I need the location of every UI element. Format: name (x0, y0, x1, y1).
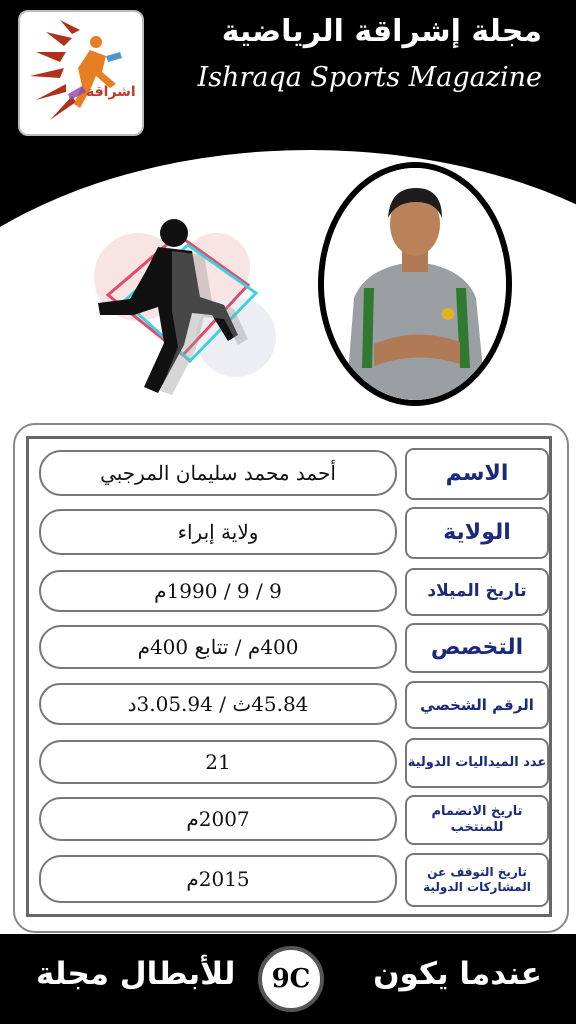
footer-bar (0, 934, 576, 1024)
row-label: الاسم (405, 448, 549, 500)
magazine-title-arabic: مجلة إشراقة الرياضية (221, 14, 542, 49)
logo-text: اشراقة (86, 84, 136, 100)
athlete-photo-frame (318, 162, 512, 406)
footer-text-left: للأبطال مجلة (36, 956, 236, 992)
row-value: ولاية إبراء (39, 509, 397, 555)
row-label: تاريخ الانضمام للمنتخب (405, 795, 549, 845)
row-value: أحمد محمد سليمان المرجبي (39, 450, 397, 496)
row-value: 21 (39, 740, 397, 784)
row-label: الرقم الشخصي (405, 681, 549, 729)
footer-badge: 9C (258, 946, 324, 1012)
athlete-avatar-icon (324, 168, 506, 400)
row-value: 9 / 9 / 1990م (39, 570, 397, 612)
magazine-logo (18, 10, 144, 136)
row-label: تاريخ التوقف عن المشاركات الدولية (405, 853, 549, 907)
row-value: 400م / تتابع 400م (39, 625, 397, 669)
athlete-photo (324, 168, 506, 400)
magazine-title-english: Ishraqa Sports Magazine (197, 62, 542, 93)
row-label: الولاية (405, 507, 549, 559)
row-value: 45.84ث / 3.05.94د (39, 683, 397, 725)
footer-text-right: عندما يكون (373, 956, 542, 992)
row-label: عدد الميداليات الدولية (405, 738, 549, 788)
logo-runner-icon (20, 12, 142, 134)
row-value: 2015م (39, 855, 397, 903)
row-label: التخصص (405, 623, 549, 673)
runner-graphic-icon (88, 205, 278, 405)
row-label: تاريخ الميلاد (405, 568, 549, 616)
row-value: 2007م (39, 797, 397, 841)
